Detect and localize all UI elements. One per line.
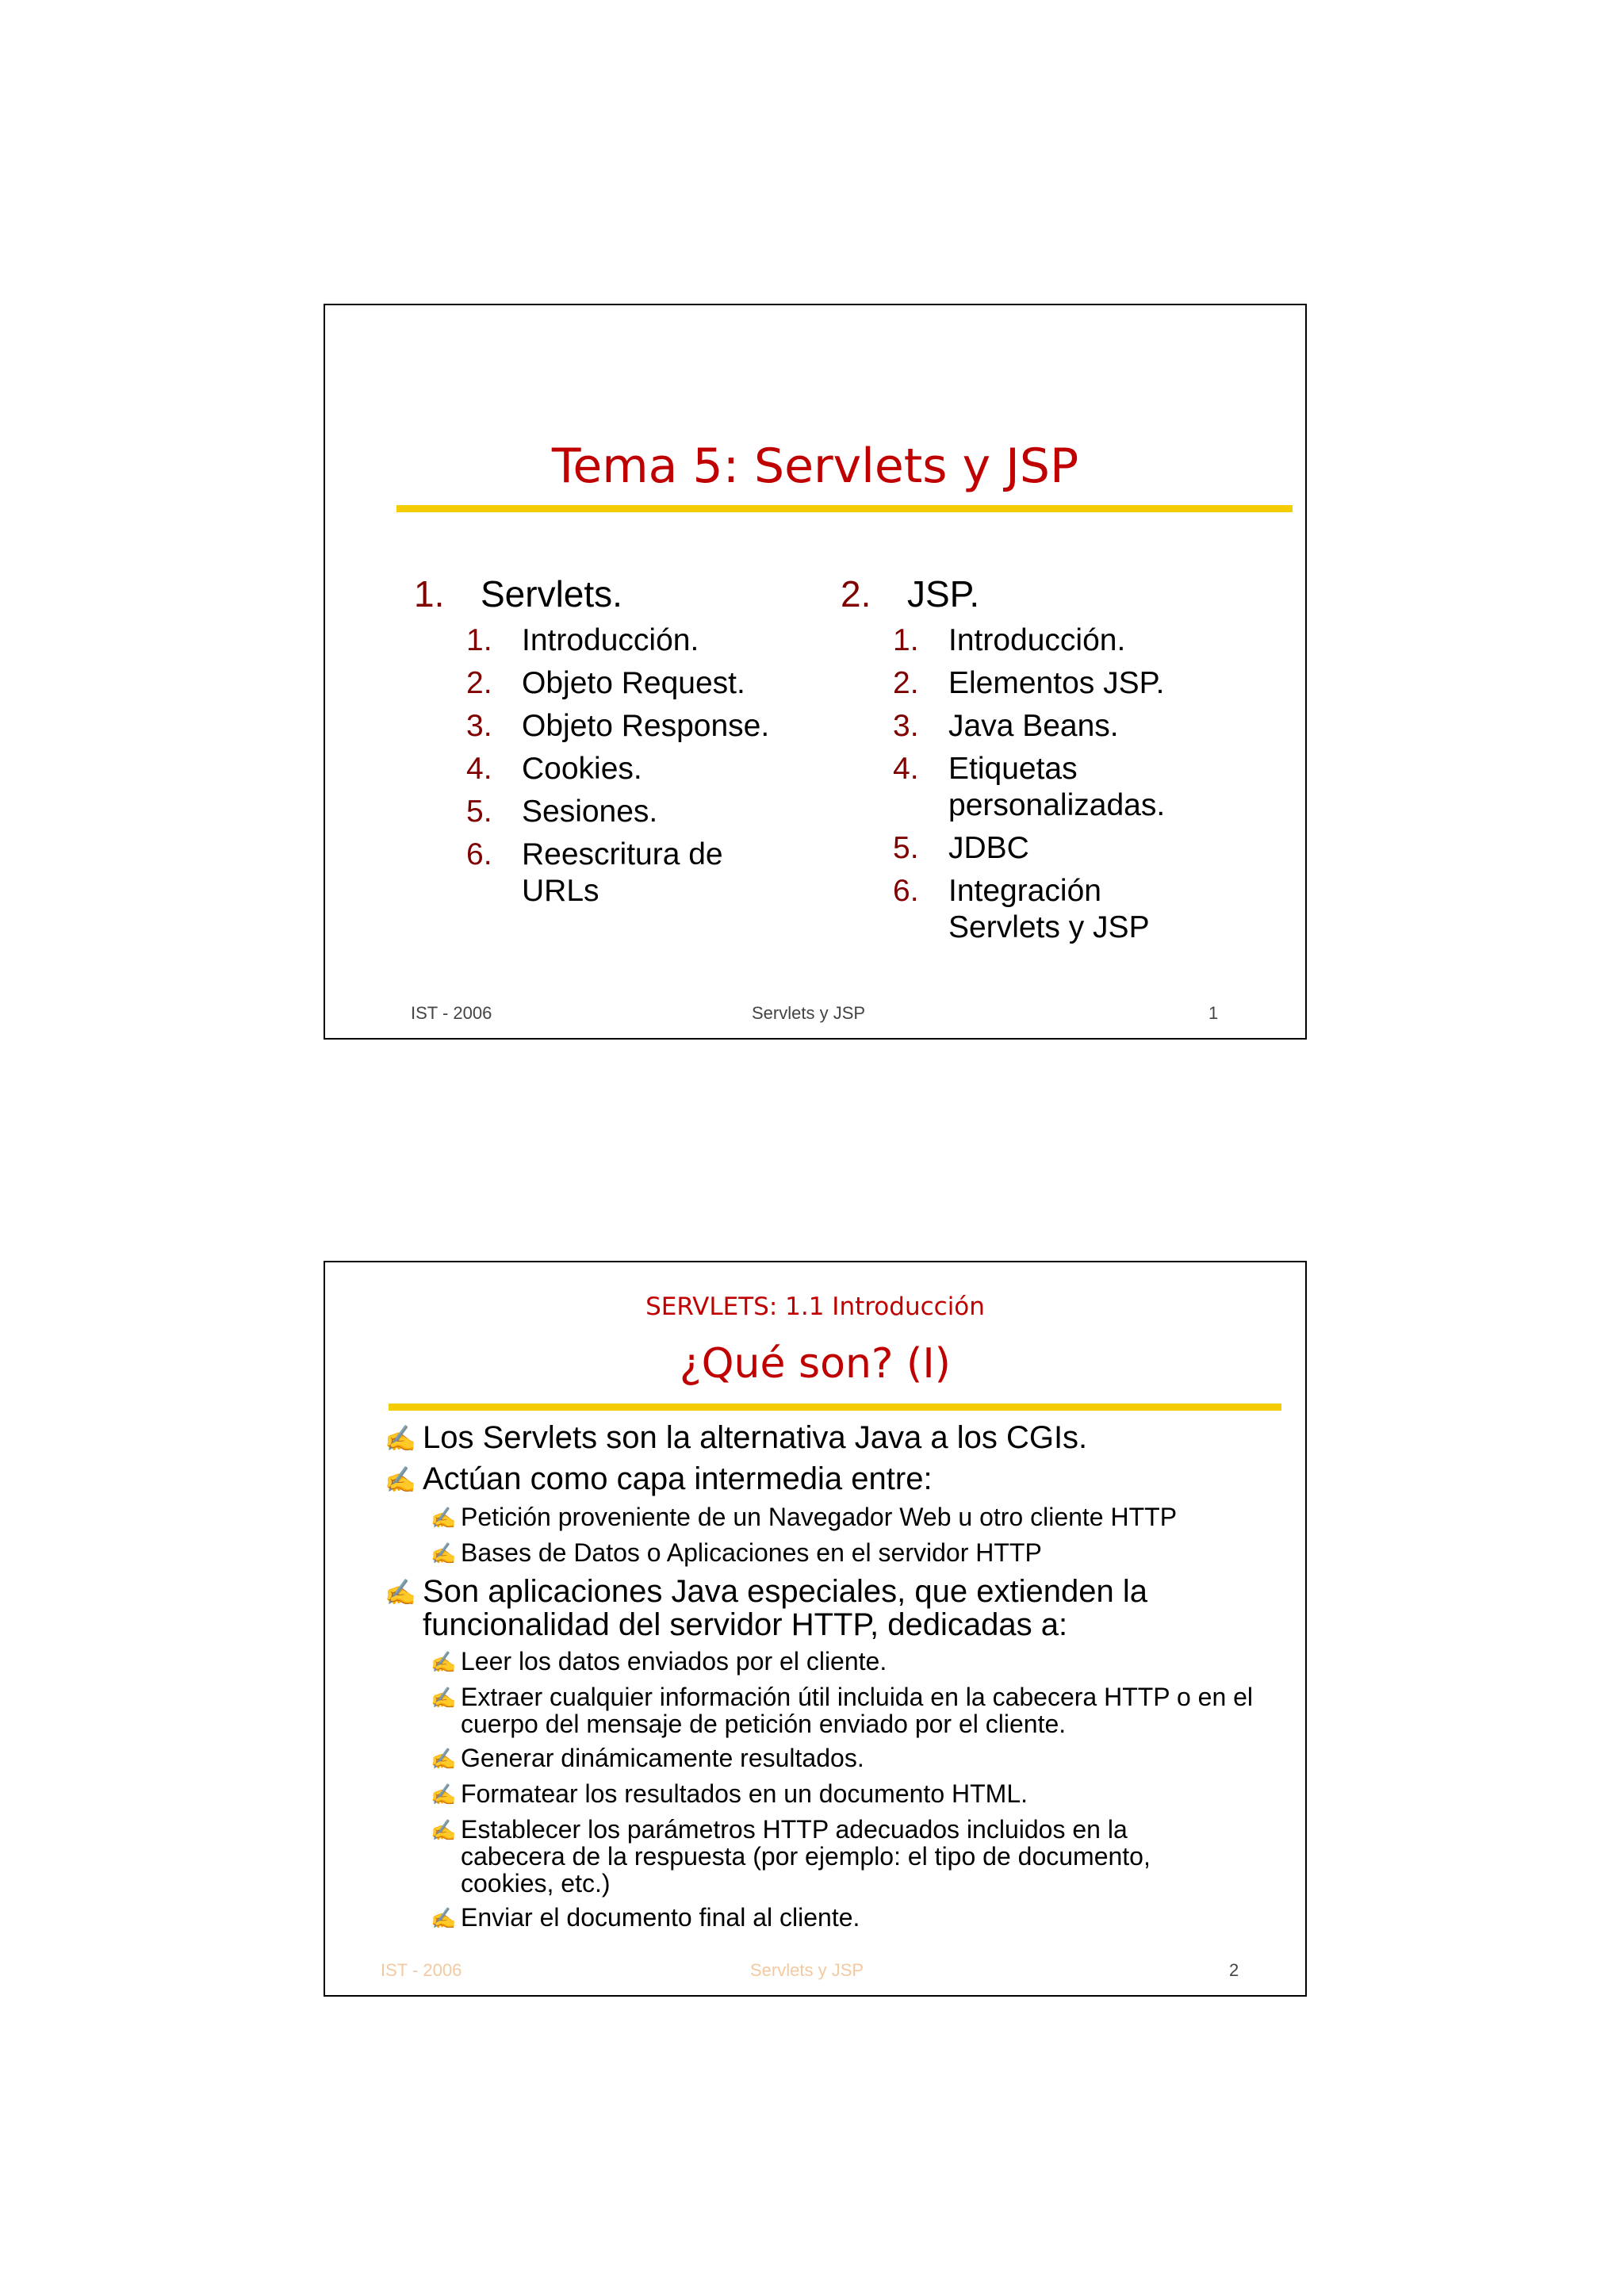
list-item xyxy=(893,622,1253,659)
list-item xyxy=(385,1575,1281,1932)
list-item xyxy=(466,622,810,659)
item-text: Cookies. xyxy=(522,752,642,786)
pen-icon: ✍ xyxy=(431,1783,457,1806)
section-heading xyxy=(841,572,1253,616)
pen-icon: ✍ xyxy=(431,1686,457,1710)
section-label: JSP. xyxy=(907,573,980,615)
title-underline xyxy=(389,1404,1281,1411)
item-text: Etiquetas personalizadas. xyxy=(948,752,1166,822)
item-number: 1. xyxy=(466,623,492,657)
sub-bullet-text: Formatear los resultados en un documento HTML. xyxy=(461,1779,1028,1808)
subtopic-list xyxy=(841,622,1253,946)
footer-title: Servlets y JSP xyxy=(750,1960,864,1980)
pen-icon: ✍ xyxy=(431,1906,457,1930)
list-item xyxy=(466,794,810,830)
page-number: 2 xyxy=(1229,1960,1239,1980)
sub-bullet-text: Petición proveniente de un Navegador Web u otro cliente HTTP xyxy=(461,1503,1178,1531)
item-text: JDBC xyxy=(948,831,1029,865)
list-item xyxy=(893,708,1253,745)
sub-bullet-text: Establecer los parámetros HTTP adecuados incluidos en la cabecera de la respuesta (por ejemplo: el tipo de documento, cookies, etc.) xyxy=(461,1815,1151,1898)
item-text: Elementos JSP. xyxy=(948,666,1165,700)
item-text: Objeto Response. xyxy=(522,709,770,743)
item-text: Introducción. xyxy=(948,623,1126,657)
item-text: Objeto Request. xyxy=(522,666,745,700)
list-item xyxy=(466,665,810,702)
item-number: 2. xyxy=(893,666,919,700)
item-number: 3. xyxy=(893,709,919,743)
sub-bullet xyxy=(431,1539,1281,1568)
item-text: Introducción. xyxy=(522,623,699,657)
pen-icon: ✍ xyxy=(385,1465,416,1494)
section-heading xyxy=(414,572,810,616)
list-item xyxy=(466,837,728,910)
list-item xyxy=(893,751,1178,824)
list-item xyxy=(385,1462,1281,1568)
footer-course: IST - 2006 xyxy=(411,1003,492,1023)
slide-title: Tema 5: Servlets y JSP xyxy=(551,439,1079,494)
bullet-list xyxy=(385,1421,1281,1940)
sub-bullet-list xyxy=(385,1648,1281,1932)
sub-bullet-text: Generar dinámicamente resultados. xyxy=(461,1744,864,1772)
pen-icon: ✍ xyxy=(431,1541,457,1565)
pen-icon: ✍ xyxy=(385,1578,416,1607)
title-underline xyxy=(396,505,1293,512)
bullet-text: Son aplicaciones Java especiales, que extienden la funcionalidad del servidor HTTP, dedicadas a: xyxy=(423,1574,1147,1642)
section-number: 2. xyxy=(841,573,871,615)
sub-bullet-list xyxy=(385,1503,1281,1568)
pen-icon: ✍ xyxy=(431,1818,457,1842)
item-text: Sesiones. xyxy=(522,795,658,829)
sub-bullet xyxy=(431,1503,1281,1532)
item-number: 6. xyxy=(893,874,919,908)
sub-bullet-text: Enviar el documento final al cliente. xyxy=(461,1903,860,1932)
item-number: 4. xyxy=(466,752,492,786)
pen-icon: ✍ xyxy=(431,1747,457,1771)
pen-icon: ✍ xyxy=(431,1650,457,1674)
sub-bullet xyxy=(431,1648,1281,1676)
section-label: Servlets. xyxy=(481,573,622,615)
slide-subtitle: SERVLETS: 1.1 Introducción xyxy=(645,1293,985,1321)
pen-icon: ✍ xyxy=(431,1506,457,1530)
item-number: 2. xyxy=(466,666,492,700)
list-item xyxy=(466,708,810,745)
item-text: Integración Servlets y JSP xyxy=(948,874,1150,944)
page-number: 1 xyxy=(1208,1003,1219,1023)
slide-1 xyxy=(324,304,1307,1040)
sub-bullet xyxy=(431,1904,1281,1932)
list-item xyxy=(893,873,1178,946)
section-number: 1. xyxy=(414,573,445,615)
list-item xyxy=(893,665,1253,702)
sub-bullet xyxy=(431,1816,1216,1897)
sub-bullet-text: Bases de Datos o Aplicaciones en el servidor HTTP xyxy=(461,1538,1042,1567)
item-number: 1. xyxy=(893,623,919,657)
footer-title: Servlets y JSP xyxy=(752,1003,866,1023)
item-number: 4. xyxy=(893,752,919,786)
list-item xyxy=(466,751,810,787)
sub-bullet xyxy=(431,1683,1281,1737)
subtopic-list xyxy=(414,622,810,910)
bullet-text: Los Servlets son la alternativa Java a los CGIs. xyxy=(423,1420,1088,1455)
item-number: 5. xyxy=(893,831,919,865)
item-number: 5. xyxy=(466,795,492,829)
list-item xyxy=(893,830,1253,867)
item-number: 6. xyxy=(466,837,492,871)
sub-bullet-text: Extraer cualquier información útil incluida en la cabecera HTTP o en el cuerpo del mensaje de petición enviado por el cliente. xyxy=(461,1683,1254,1738)
list-item xyxy=(385,1421,1281,1456)
section-jsp xyxy=(841,572,1253,952)
pen-icon: ✍ xyxy=(385,1424,416,1453)
sub-bullet-text: Leer los datos enviados por el cliente. xyxy=(461,1647,887,1676)
footer-course: IST - 2006 xyxy=(381,1960,462,1980)
sub-bullet xyxy=(431,1780,1281,1809)
slide-title: ¿Qué son? (I) xyxy=(680,1340,951,1388)
item-text: Reescritura de URLs xyxy=(522,837,723,908)
sub-bullet xyxy=(431,1744,1281,1773)
bullet-text: Actúan como capa intermedia entre: xyxy=(423,1461,933,1496)
slide-2 xyxy=(324,1261,1307,1997)
section-servlets xyxy=(414,572,810,916)
item-text: Java Beans. xyxy=(948,709,1119,743)
item-number: 3. xyxy=(466,709,492,743)
